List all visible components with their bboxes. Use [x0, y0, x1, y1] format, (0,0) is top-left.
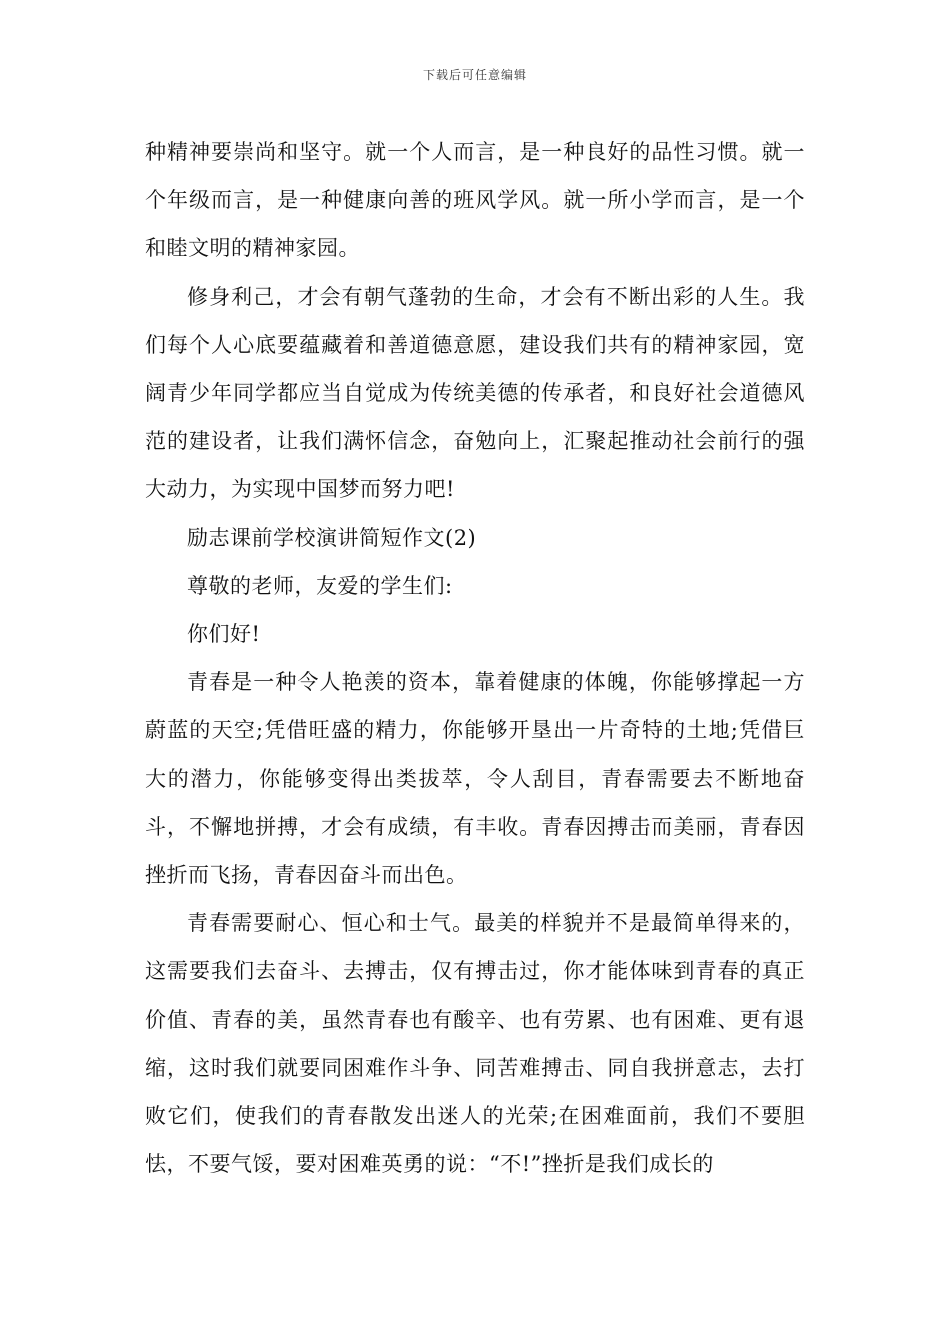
greeting: 你们好!	[187, 622, 261, 647]
paragraph-2: 修身利己，才会有朝气蓬勃的生命，才会有不断出彩的人生。我们每个人心底要蕴藏着和善道德意愿，建设我们共有的精神家园，宽阔青少年同学都应当自觉成为传统美德的传承者，和良好社会道德风范的建设者，让我们满怀信念，奋勉向上，汇聚起推动社会前行的强大动力，为实现中国梦而努力吧!	[145, 284, 805, 502]
document-body	[145, 128, 805, 1188]
paragraph-youth-capital: 青春是一种令人艳羡的资本，靠着健康的体魄，你能够撑起一方蔚蓝的天空;凭借旺盛的精力，你能够开垦出一片奇特的土地;凭借巨大的潜力，你能够变得出类拔萃，令人刮目，青春需要去不断地奋斗，不懈地拼搏，才会有成绩，有丰收。青春因搏击而美丽，青春因挫折而飞扬，青春因奋斗而出色。	[145, 670, 805, 888]
paragraph-youth-patience: 青春需要耐心、恒心和士气。最美的样貌并不是最简单得来的，这需要我们去奋斗、去搏击，仅有搏击过，你才能体味到青春的真正价值、青春的美，虽然青春也有酸辛、也有劳累、也有困难、更有退缩，这时我们就要同困难作斗争、同苦难搏击、同自我拼意志，去打败它们，使我们的青春散发出迷人的光荣;在困难面前，我们不要胆怯，不要气馁，要对困难英勇的说：“不!”挫折是我们成长的	[145, 911, 805, 1177]
paragraph-1: 种精神要崇尚和坚守。就一个人而言，是一种良好的品性习惯。就一个年级而言，是一种健康向善的班风学风。就一所小学而言，是一个和睦文明的精神家园。	[145, 140, 805, 261]
page-header-note: 下载后可任意编辑	[422, 68, 527, 82]
salutation: 尊敬的老师，友爱的学生们:	[187, 573, 453, 598]
section-title: 励志课前学校演讲简短作文(2)	[187, 525, 477, 550]
